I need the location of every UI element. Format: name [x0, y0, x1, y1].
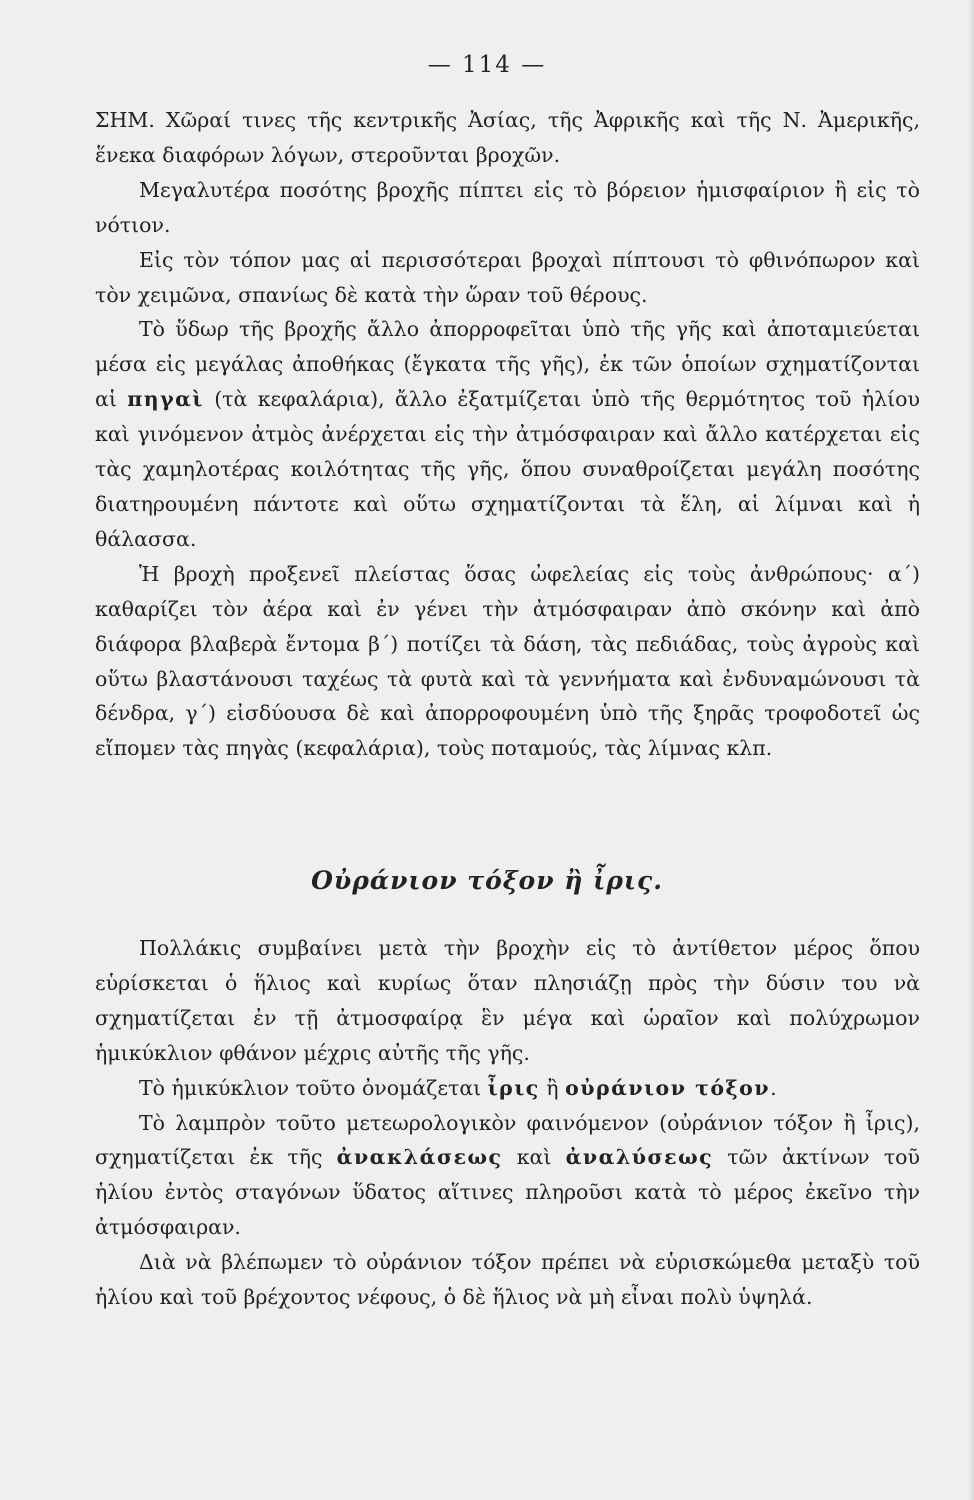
paragraph-viewing: Διὰ νὰ βλέπωμεν τὸ οὐράνιον τόξον πρέπει νὰ εὑρισκώμεθα μεταξὺ τοῦ ἡλίου καὶ τοῦ βρέχοντος νέφους, ὁ δὲ ἥλιος νὰ μὴ εἶναι πολὺ ὑψηλά.: [95, 1250, 920, 1310]
rain-text-section: [95, 103, 920, 766]
rainbow-term: οὐράνιον τόξον: [565, 1075, 771, 1100]
rainbow-text-section: [95, 931, 920, 1315]
paragraph-benefits: Ἡ βροχὴ προξενεῖ πλείστας ὅσας ὠφελείας εἰς τοὺς ἀνθρώπους· α΄) καθαρίζει τὸν ἀέρα καὶ ἐν γένει τὴν ἀτμόσφαιραν ἀπὸ σκόνην καὶ ἀπὸ διάφορα βλαβερὰ ἔντομα β΄) ποτίζει τὰ δάση, τὰς πεδιάδας, τοὺς ἀγροὺς καὶ οὕτω βλαστάνουσι ταχέως τὰ φυτὰ καὶ τὰ γεννήματα καὶ ἐνδυναμώνουσι τὰ δένδρα, γ΄) εἰσδύουσα δὲ καὶ ἀπορροφουμένη ὑπὸ τῆς ξηρᾶς τροφοδοτεῖ ὡς εἴπομεν τὰς πηγὰς (κεφαλάρια), τοὺς ποταμούς, τὰς λίμνας κλπ.: [95, 561, 920, 761]
springs-term: πηγαὶ: [127, 387, 204, 412]
paragraph-rainbow-intro: Πολλάκις συμβαίνει μετὰ τὴν βροχὴν εἰς τὸ ἀντίθετον μέρος ὅπου εὑρίσκεται ὁ ἥλιος καὶ κυρίως ὅταν πλησιάζῃ πρὸς τὴν δύσιν του νὰ σχηματίζεται ἐν τῇ ἀτμοσφαίρᾳ ἓν μέγα καὶ ὡραῖον καὶ πολύχρωμον ἡμικύκλιον φθάνον μέχρις αὐτῆς τῆς γῆς.: [95, 936, 920, 1065]
paragraph-phenomenon: [95, 1106, 920, 1246]
dispersion-term: ἀναλύσεως: [565, 1145, 714, 1170]
rainwater-text-start: Τὸ ὕδωρ τῆς βροχῆς ἄλλο ἀπορροφεῖται ὑπὸ τῆς γῆς καὶ ἀποταμιεύεται μέσα εἰς μεγάλας ἀποθήκας (ἔγκατα τῆς γῆς), ἐκ τῶν ὁποίων σχηματίζονται αἱ: [95, 317, 920, 412]
phenomenon-text-start: Τὸ λαμπρὸν τοῦτο μετεωρολογικὸν φαινόμενον (οὐράνιον τόξον ἢ ἶρις), σχηματίζεται ἐκ τῆς: [95, 1110, 920, 1170]
and-word: καὶ: [516, 1145, 552, 1170]
paragraph-seasons: Εἰς τὸν τόπον μας αἱ περισσότεραι βροχαὶ πίπτουσι τὸ φθινόπωρον καὶ τὸν χειμῶνα, σπανίως δὲ κατὰ τὴν ὥραν τοῦ θέρους.: [95, 247, 920, 307]
paragraph-rainwater: [95, 312, 920, 556]
section-heading-rainbow: Οὐράνιον τόξον ἢ ἶρις.: [311, 866, 663, 895]
page-number: — 114 —: [427, 52, 547, 78]
or-word: ἢ: [546, 1075, 559, 1100]
reflection-term: ἀνακλάσεως: [336, 1145, 503, 1170]
rainbow-name-text: Τὸ ἡμικύκλιον τοῦτο ὀνομάζεται: [139, 1075, 482, 1100]
paragraph-hemisphere: Μεγαλυτέρα ποσότης βροχῆς πίπτει εἰς τὸ βόρειον ἡμισφαίριον ἢ εἰς τὸ νότιον.: [95, 177, 920, 237]
note-paragraph: ΣΗΜ. Χῶραί τινες τῆς κεντρικῆς Ἀσίας, τῆς Ἀφρικῆς καὶ τῆς Ν. Ἀμερικῆς, ἕνεκα διαφόρων λόγων, στεροῦνται βροχῶν.: [95, 108, 920, 167]
iris-term: ἶρις: [487, 1075, 540, 1100]
phenomenon-text-end: τῶν ἀκτίνων τοῦ ἡλίου ἐντὸς σταγόνων ὕδατος αἵτινες πληροῦσι κατὰ τὸ μέρος ἐκεῖνο τὴν ἀτμόσφαιραν.: [95, 1145, 920, 1240]
sentence-end: .: [770, 1075, 777, 1100]
rainwater-text-end: (τὰ κεφαλάρια), ἄλλο ἐξατμίζεται ὑπὸ τῆς θερμότητος τοῦ ἡλίου καὶ γινόμενον ἀτμὸς ἀνέρχεται εἰς τὴν ἀτμόσφαιραν καὶ ἄλλο κατέρχεται εἰς τὰς χαμηλοτέρας κοιλότητας τῆς γῆς, ὅπου συναθροίζεται μεγάλη ποσότης διατηρουμένη πάντοτε καὶ οὕτω σχηματίζονται τὰ ἕλη, αἱ λίμναι καὶ ἡ θάλασσα.: [95, 387, 920, 551]
paragraph-rainbow-name: [95, 1071, 920, 1106]
